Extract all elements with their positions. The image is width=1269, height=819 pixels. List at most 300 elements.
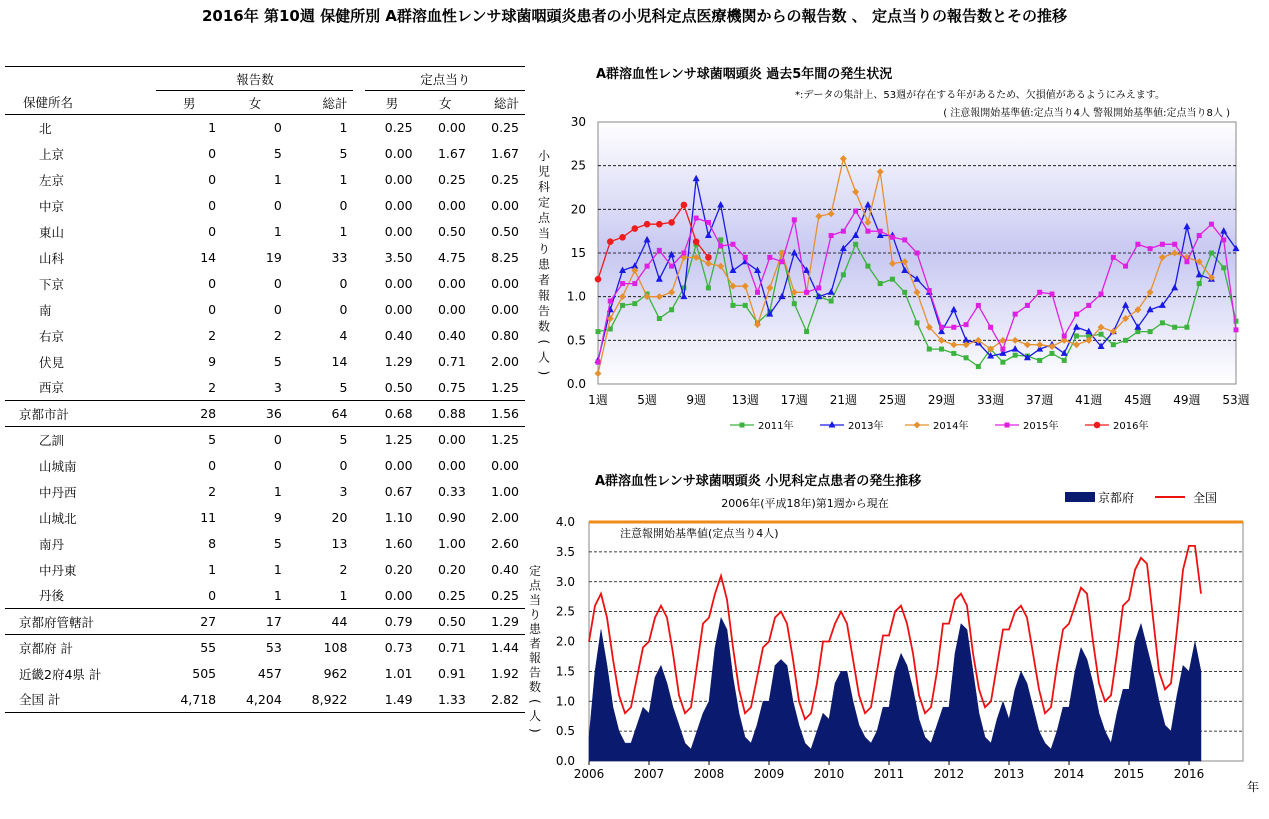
data-point [964,322,969,327]
male-count-cell: 11 [200,510,217,525]
y-tick-label: 3.0 [555,574,575,589]
male-count-cell: 505 [192,666,217,681]
legend-item [820,419,883,432]
data-point [890,235,895,240]
data-point [964,355,969,360]
data-point [853,242,858,247]
data-point [1197,233,1202,238]
data-point [792,301,797,306]
name-cell: 京都市計 [5,401,156,427]
female-count-cell: 457 [257,666,282,681]
total-count-cell: 1 [339,587,348,603]
name-cell: 南丹 [39,536,65,552]
female-count-cell: 3 [273,379,282,395]
total-per-sentinel-cell: 0.00 [491,302,519,317]
male-per-sentinel-cell: 0.00 [384,458,413,473]
table-row [5,427,525,453]
data-point [1123,264,1128,269]
data-point [1234,327,1239,332]
male-count-cell: 28 [156,401,222,427]
male-count-cell: 8 [208,536,217,551]
total-per-sentinel-cell: 1.92 [491,666,519,681]
male-per-sentinel-cell: 1.10 [384,510,413,525]
total-per-sentinel-cell: 1.67 [491,146,519,161]
data-point [951,351,956,356]
y-tick-label: 1.5 [555,664,575,679]
y-tick-label: 25 [570,158,586,173]
table-row [5,401,525,427]
total-count-cell: 20 [331,510,348,525]
female-count-cell: 1 [273,562,282,577]
female-per-sentinel-cell: 0.00 [419,427,472,453]
data-point [915,320,920,325]
data-point [743,303,748,308]
male-per-sentinel-cell: 0.25 [365,115,418,141]
total-per-sentinel-cell: 1.29 [472,609,525,635]
name-cell: 全国 計 [5,687,156,713]
table-row [5,297,525,323]
ylabel-char: 当 [537,226,551,241]
col-male-header: 男 [183,95,196,111]
total-per-sentinel-cell: 2.00 [491,354,519,369]
female-count-cell: 0 [273,302,282,317]
total-per-sentinel-cell: 2.60 [491,536,519,551]
data-point [841,229,846,234]
female-count-cell: 1 [273,224,282,239]
female-count-cell: 0 [273,458,282,473]
table-row [5,271,525,297]
x-tick-label: 21週 [829,393,858,407]
data-point [976,364,981,369]
table-row [5,479,525,505]
male-count-cell: 4,718 [156,687,222,713]
data-point [693,238,700,245]
x-tick-label: 33週 [976,393,1005,407]
data-point [1221,265,1226,270]
ylabel-char: 点 [537,211,551,225]
table-header-groups [5,67,525,91]
male-count-cell: 0 [208,276,217,291]
x-tick-label: 25週 [878,393,907,407]
table-row [5,115,525,141]
total-count-cell: 108 [288,635,354,661]
female-per-sentinel-cell: 0.00 [437,458,466,473]
x-tick-label: 9週 [686,393,706,407]
data-point [1209,251,1214,256]
name-cell: 下京 [39,276,65,292]
name-cell: 南 [39,302,52,318]
female-count-cell: 17 [222,609,288,635]
col-pt-header: 総計 [493,95,519,111]
data-point [595,276,602,283]
data-point [668,219,675,226]
name-cell: 北 [5,115,156,141]
data-point [755,290,760,295]
ylabel-char: り [528,607,542,622]
y-tick-label: 0.5 [555,724,575,739]
data-point [829,299,834,304]
name-cell: 京都府管轄計 [5,609,156,635]
table-row [5,557,525,583]
x-tick-label: 2011 [873,767,905,781]
name-cell: 山城南 [39,458,77,474]
x-tick-label: 49週 [1173,393,1201,407]
table-row [5,219,525,245]
data-point [878,229,883,234]
female-count-cell: 53 [222,635,288,661]
ylabel-char: ) [536,370,551,376]
female-per-sentinel-cell: 0.71 [437,354,466,369]
ylabel-char: 報 [528,651,542,665]
data-point [1148,246,1153,251]
female-count-cell: 5 [273,536,282,551]
data-point [620,303,625,308]
total-count-cell: 1 [339,172,348,187]
female-count-cell: 1 [273,587,282,603]
data-point [596,360,601,365]
total-per-sentinel-cell: 0.25 [491,172,519,187]
y-tick-label: 0.0 [566,377,586,391]
female-per-sentinel-cell: 1.33 [419,687,472,713]
data-point [1160,320,1165,325]
ylabel-char: 定 [528,564,542,578]
x-tick-label: 17週 [780,393,808,407]
data-point [740,423,745,428]
table-row [5,245,525,271]
female-per-sentinel-cell: 1.00 [437,536,466,551]
female-per-sentinel-cell: 0.75 [437,379,466,395]
female-count-cell: 1 [273,484,282,499]
col-name-header: 保健所名 [23,95,74,111]
total-per-sentinel-cell: 0.25 [472,115,525,141]
x-unit-label: 年 [1246,780,1260,794]
male-count-cell: 2 [208,328,217,343]
name-cell: 東山 [39,224,65,240]
male-per-sentinel-cell: 0.40 [384,328,413,343]
total-count-cell: 0 [339,458,348,473]
female-count-cell: 5 [273,354,282,369]
y-tick-label: 2.5 [555,604,575,619]
legend-label-national: 全国 [1193,491,1218,505]
x-tick-label: 2009 [753,767,785,781]
male-count-cell: 0 [208,172,217,187]
total-per-sentinel-cell: 0.40 [491,562,519,577]
y-tick-label: 15 [570,246,586,260]
name-cell: 中丹西 [39,484,77,500]
data-point [645,264,650,269]
threshold-label: 注意報開始基準値(定点当り4人) [620,527,779,540]
name-cell: 乙訓 [5,427,156,453]
female-per-sentinel-cell: 0.71 [419,635,472,661]
page-title: 2016年 第10週 保健所別 A群溶血性レンサ球菌咽頭炎患者の小児科定点医療機関からの報告数 、 定点当りの報告数とその推移 [202,7,1067,25]
female-count-cell: 36 [222,401,288,427]
ylabel-char: 児 [537,164,551,179]
data-point [1094,422,1101,429]
data-point [1197,281,1202,286]
data-point [939,347,944,352]
data-point [730,303,735,308]
total-count-cell: 5 [288,427,354,453]
data-point [780,259,785,264]
ylabel-char: 告 [537,304,551,318]
total-count-cell: 64 [288,401,354,427]
y-tick-label: 2.0 [555,634,575,649]
female-per-sentinel-cell: 1.67 [437,146,466,161]
data-point [1184,325,1189,330]
ylabel-char: 告 [528,665,542,680]
female-count-cell: 4,204 [222,687,288,713]
total-count-cell: 5 [339,146,348,161]
total-per-sentinel-cell: 0.25 [491,587,519,603]
table-row [5,349,525,375]
legend-label: 2014年 [933,421,969,432]
data-point [902,290,907,295]
x-tick-label: 2008 [693,767,725,781]
x-tick-label: 1週 [588,393,608,407]
male-per-sentinel-cell: 1.49 [365,687,418,713]
report-table [5,66,525,713]
data-point [1184,259,1189,264]
male-count-cell: 27 [156,609,222,635]
data-point [1160,242,1165,247]
female-count-cell: 19 [265,250,282,265]
ylabel-char: 人 [537,350,551,365]
data-point [619,234,626,241]
ylabel-char: ( [536,339,551,345]
col-total-header: 総計 [322,95,348,111]
data-point [1013,353,1018,358]
data-point [951,325,956,330]
data-point [644,221,651,228]
legend-label: 2015年 [1023,421,1059,432]
table-row [5,609,525,635]
data-point [1037,290,1042,295]
female-per-sentinel-cell: 0.20 [437,562,466,577]
y-tick-label: 3.5 [555,544,575,559]
female-count-cell: 0 [222,115,288,141]
name-cell: 上京 [39,146,65,162]
x-tick-label: 2010 [813,767,845,781]
ylabel-char: 患 [537,257,551,272]
data-point [804,290,809,295]
total-per-sentinel-cell: 0.00 [491,198,519,213]
data-point [730,242,735,247]
table-row [5,661,525,687]
male-count-cell: 0 [208,458,217,473]
female-per-sentinel-cell: 0.00 [437,198,466,213]
data-point [669,264,674,269]
data-point [1111,255,1116,260]
ylabel-char: 者 [537,273,551,287]
x-tick-label: 45週 [1124,393,1152,407]
ylabel-char: 人 [528,709,542,723]
data-point [1086,303,1091,308]
female-count-cell: 9 [273,510,282,525]
ylabel-char: 報 [537,288,551,303]
table-row [5,505,525,531]
female-per-sentinel-cell: 0.00 [437,276,466,291]
y-tick-label: 20 [570,202,586,217]
data-point [608,299,613,304]
data-point [632,281,637,286]
female-per-sentinel-cell: 0.33 [437,484,466,499]
x-tick-label: 2013 [993,767,1025,781]
data-point [1135,329,1140,334]
data-point [1172,325,1177,330]
male-per-sentinel-cell: 0.00 [384,146,413,161]
female-count-cell: 1 [273,172,282,187]
male-count-cell: 9 [208,354,217,369]
data-point [927,347,932,352]
ylabel-char: ( [527,698,542,704]
x-tick-label: 2007 [633,767,665,781]
table-row [5,375,525,401]
x-tick-label: 2016 [1173,767,1205,781]
legend-item [1085,419,1148,432]
data-point [878,281,883,286]
data-point [607,238,614,245]
female-per-sentinel-cell: 0.50 [437,224,466,239]
data-point [1062,358,1067,363]
total-per-sentinel-cell: 0.00 [491,276,519,291]
male-count-cell: 0 [208,198,217,213]
legend-swatch-kyoto [1065,492,1095,502]
total-count-cell: 14 [331,354,348,369]
data-point [1111,342,1116,347]
y-tick-label: 4.0 [555,515,575,529]
data-point [1000,360,1005,365]
x-tick-label: 37週 [1026,393,1054,407]
name-cell: 京都府 計 [5,635,156,661]
table-row [5,193,525,219]
total-count-cell: 2 [339,562,348,577]
ylabel-char: り [537,242,551,256]
data-point [915,251,920,256]
male-count-cell: 55 [156,635,222,661]
y-tick-label: 0.0 [555,754,575,768]
male-per-sentinel-cell: 0.79 [365,609,418,635]
data-point [804,329,809,334]
data-point [706,220,711,225]
x-tick-label: 41週 [1075,393,1103,407]
female-per-sentinel-cell: 0.88 [419,401,472,427]
name-cell: 左京 [39,172,65,188]
male-count-cell: 0 [208,302,217,317]
data-point [902,237,907,242]
data-point [890,277,895,282]
data-point [1123,338,1128,343]
chart2-subtitle: 2006年(平成18年)第1週から現在 [721,497,889,510]
chart1-note: *:データの集計上、53週が存在する年があるため、欠損値があるようにみえます。 [795,90,1165,101]
legend-item [905,419,968,432]
chart1-thresholds: ( 注意報開始基準値:定点当り4人 警報開始基準値:定点当り8人 ) [943,108,1230,119]
data-point [1013,312,1018,317]
female-per-sentinel-cell: 0.40 [437,328,466,343]
ylabel-char: 科 [537,180,551,194]
y-tick-label: 1.0 [566,289,586,304]
data-point [1037,358,1042,363]
data-point [1172,242,1177,247]
name-cell: 右京 [39,328,65,344]
male-count-cell: 5 [156,427,222,453]
x-tick-label: 2014 [1053,767,1085,781]
male-per-sentinel-cell: 0.00 [384,224,413,239]
total-count-cell: 13 [331,536,348,551]
data-point [1099,332,1104,337]
data-point [829,421,836,428]
total-per-sentinel-cell: 0.80 [491,328,519,343]
total-per-sentinel-cell: 0.00 [491,458,519,473]
male-per-sentinel-cell: 3.50 [384,250,413,265]
total-count-cell: 3 [339,484,348,499]
total-count-cell: 4 [339,328,348,343]
female-per-sentinel-cell: 0.00 [419,115,472,141]
data-point [681,202,688,209]
male-per-sentinel-cell: 0.00 [384,587,413,603]
data-point [853,209,858,214]
data-point [1135,242,1140,247]
female-per-sentinel-cell: 0.91 [437,666,466,681]
data-point [865,229,870,234]
male-count-cell: 2 [208,379,217,395]
total-count-cell: 44 [288,609,354,635]
female-count-cell: 2 [273,328,282,343]
y-tick-label: 30 [570,115,586,129]
ylabel-char: 小 [537,149,551,163]
col-pf-header: 女 [438,95,452,111]
table-row [5,531,525,557]
male-count-cell: 0 [208,224,217,239]
x-tick-label: 2015 [1113,767,1145,781]
male-per-sentinel-cell: 1.29 [384,354,413,369]
total-count-cell: 0 [339,198,348,213]
ylabel-char: 点 [528,578,542,593]
total-count-cell: 0 [339,302,348,317]
female-per-sentinel-cell: 0.90 [437,510,466,525]
table-header-cols [5,91,525,115]
name-cell: 中丹東 [39,562,77,578]
total-per-sentinel-cell: 1.44 [472,635,525,661]
male-per-sentinel-cell: 1.01 [384,666,413,681]
data-point [1025,303,1030,308]
ylabel-char: 数 [528,680,542,694]
data-point [927,288,932,293]
x-tick-label: 53週 [1222,393,1250,407]
data-point [1062,333,1067,338]
table-row [5,687,525,713]
total-per-sentinel-cell: 1.00 [491,484,519,499]
chart2-ylabel [528,564,542,733]
total-count-cell: 0 [339,276,348,291]
name-cell: 山科 [39,250,65,266]
data-point [914,422,921,429]
data-point [657,248,662,253]
name-cell: 近畿2府4県 計 [19,666,102,682]
male-per-sentinel-cell: 0.50 [384,379,413,395]
data-point [632,225,639,232]
chart1-ylabel [537,149,551,375]
data-point [656,221,663,228]
table-row [5,323,525,349]
male-per-sentinel-cell: 1.60 [384,536,413,551]
x-tick-label: 5週 [637,393,657,407]
name-cell: 中京 [39,198,65,214]
female-count-cell: 5 [273,146,282,161]
data-point [1099,292,1104,297]
legend-label: 2016年 [1113,421,1149,432]
total-per-sentinel-cell: 2.00 [491,510,519,525]
data-point [939,325,944,330]
